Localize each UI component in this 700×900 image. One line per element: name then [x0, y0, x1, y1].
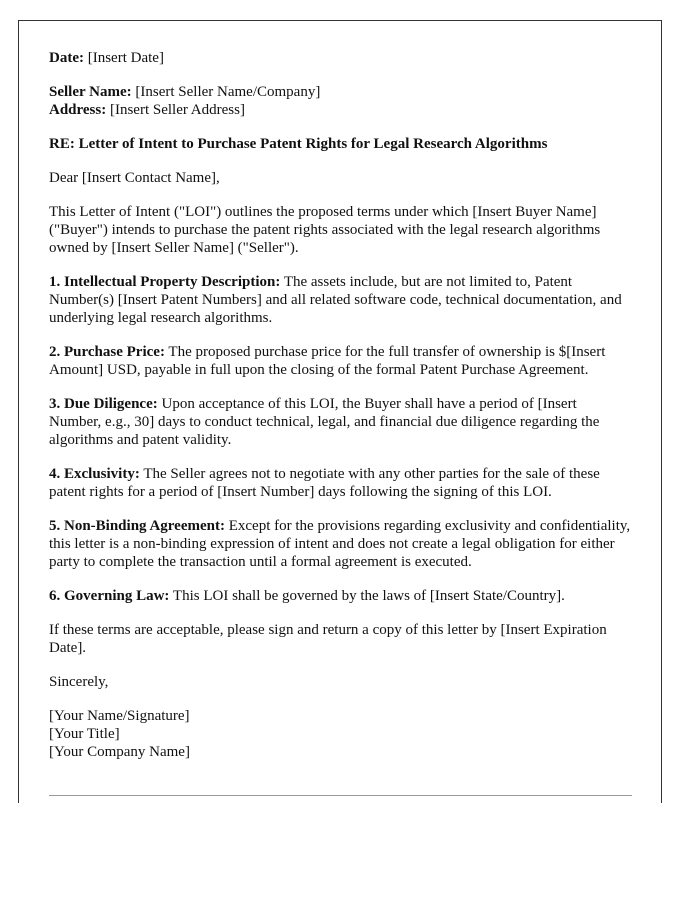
- letter-page: [18, 20, 662, 803]
- signature-title: [Your Title]: [49, 726, 120, 742]
- section-text: The Seller agrees not to negotiate with any other parties for the sale of these patent rights for a period of [Insert Number] days following the signing of this LOI.: [49, 466, 600, 500]
- section-heading: 4. Exclusivity:: [49, 466, 140, 482]
- subject-line: [49, 135, 631, 153]
- seller-address-line: [49, 101, 631, 119]
- date-line: [49, 49, 631, 67]
- salutation: Dear [Insert Contact Name],: [49, 170, 220, 186]
- subject-text: RE: Letter of Intent to Purchase Patent Rights for Legal Research Algorithms: [49, 136, 548, 152]
- section-text: This LOI shall be governed by the laws of [Insert State/Country].: [172, 588, 565, 604]
- section-heading: 5. Non-Binding Agreement:: [49, 518, 225, 534]
- section-text: Except for the provisions regarding exclusivity and confidentiality, this letter is a non-binding expression of intent and does not create a legal obligation for either party to complete the transaction until a formal agreement is executed.: [49, 518, 631, 570]
- closing-request: If these terms are acceptable, please sign and return a copy of this letter by [Insert Expiration Date].: [49, 622, 607, 656]
- date-label: Date:: [49, 50, 84, 66]
- signoff: Sincerely,: [49, 674, 109, 690]
- section-exclusivity: [49, 465, 631, 501]
- footer-divider: [49, 795, 632, 796]
- section-text: The proposed purchase price for the full transfer of ownership is $[Insert Amount] USD, payable in full upon the closing of the formal Patent Purchase Agreement.: [49, 344, 606, 378]
- seller-address-value: [Insert Seller Address]: [109, 102, 245, 118]
- section-heading: 1. Intellectual Property Description:: [49, 274, 281, 290]
- section-text: Upon acceptance of this LOI, the Buyer shall have a period of [Insert Number, e.g., 30] days to conduct technical, legal, and financial due diligence regarding the algorithms and patent validity.: [49, 396, 600, 448]
- seller-name-value: [Insert Seller Name/Company]: [135, 84, 321, 100]
- signature-name: [Your Name/Signature]: [49, 708, 190, 724]
- section-due-diligence: [49, 395, 631, 449]
- section-heading: 2. Purchase Price:: [49, 344, 165, 360]
- seller-address-label: Address:: [49, 102, 107, 118]
- section-ip-description: [49, 273, 631, 327]
- section-heading: 6. Governing Law:: [49, 588, 170, 604]
- seller-name-line: [49, 83, 631, 101]
- section-text: The assets include, but are not limited to, Patent Number(s) [Insert Patent Numbers] and all related software code, technical documentation, and underlying legal research algorithms.: [49, 274, 622, 326]
- section-governing-law: [49, 587, 631, 605]
- section-heading: 3. Due Diligence:: [49, 396, 158, 412]
- section-purchase-price: [49, 343, 631, 379]
- section-non-binding: [49, 517, 631, 571]
- signature-company: [Your Company Name]: [49, 744, 190, 760]
- intro-paragraph: This Letter of Intent ("LOI") outlines the proposed terms under which [Insert Buyer Name] ("Buyer") intends to purchase the patent rights associated with the legal research algorithms owned by [Insert Seller Name] ("Seller").: [49, 204, 601, 256]
- seller-name-label: Seller Name:: [49, 84, 132, 100]
- date-value: [Insert Date]: [87, 50, 164, 66]
